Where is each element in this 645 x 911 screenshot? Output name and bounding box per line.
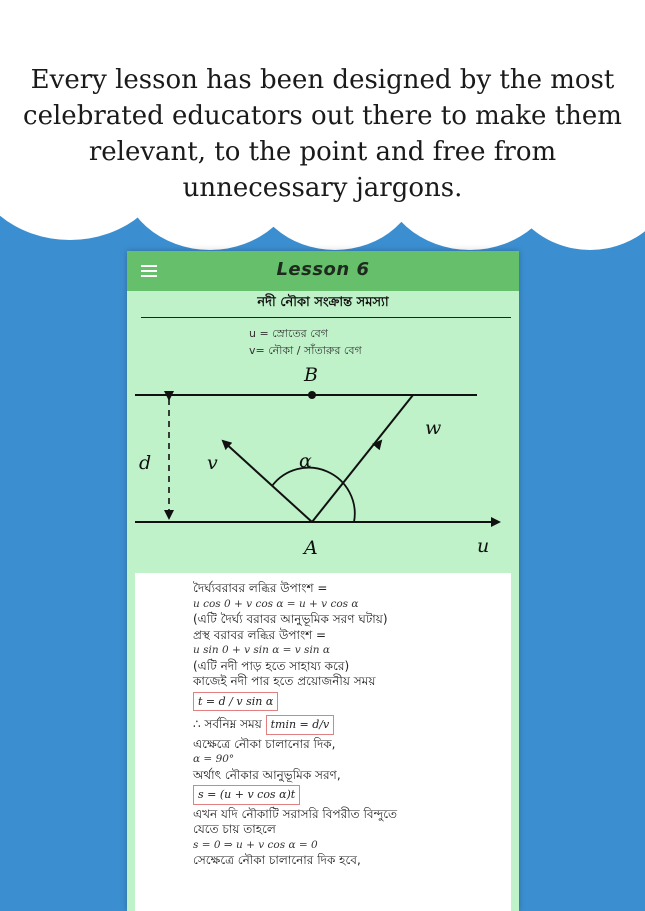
legend-u: u = স্রোতের বেগ [249, 327, 329, 340]
formula-displacement-box: s = (u + v cos α)t [193, 785, 300, 805]
label-a: A [304, 537, 318, 559]
topic-heading: নদী নৌকা সংক্রান্ত সমস্যা [257, 295, 389, 310]
text-line-3: প্রস্থ বরাবর লব্ধির উপাংশ = [193, 627, 327, 642]
math-line-2: u sin 0 + v sin α = v sin α [193, 644, 330, 656]
headline [0, 62, 645, 206]
headline-line-2: celebrated educators out there to make them [23, 101, 622, 131]
legend-v: v= নৌকা / সাঁতারুর বেগ [249, 344, 362, 357]
math-line-4: s = 0 ⇒ u + v cos α = 0 [193, 838, 318, 851]
label-v: v [207, 452, 218, 474]
text-line-10: যেতে চায় তাহলে [193, 822, 276, 836]
lesson-content [127, 573, 519, 911]
label-u: u [477, 535, 490, 557]
label-b: B [304, 364, 318, 386]
text-line-2: (এটি দৈর্ঘ্য বরাবর আনুভূমিক সরণ ঘটায়) [193, 612, 388, 626]
formula-min-time-box: tmin = d/v [266, 715, 335, 735]
headline-line-1: Every lesson has been designed by the most [30, 65, 615, 95]
text-line-7: এক্ষেত্রে নৌকা চালানোর দিক, [193, 736, 336, 751]
text-line-9: এখন যদি নৌকাটি সরাসরি বিপরীত বিন্দুতে [193, 806, 398, 821]
label-d: d [139, 452, 152, 474]
text-line-4: (এটি নদী পাড় হতে সাহায্য করে) [193, 658, 350, 673]
label-alpha: α [299, 450, 312, 472]
text-line-8: অর্থাৎ নৌকার আনুভূমিক সরণ, [193, 767, 341, 782]
lesson-text [193, 581, 513, 869]
label-w: w [425, 417, 442, 439]
diagram-panel [127, 291, 519, 573]
river-boat-diagram [127, 291, 519, 573]
phone-screen [127, 251, 519, 911]
resultant-w-line [312, 395, 413, 522]
point-b [308, 391, 316, 399]
text-line-5: কাজেই নদী পার হতে প্রয়োজনীয় সময় [193, 674, 376, 688]
angle-alpha-arc [272, 468, 355, 522]
math-line-1: u cos 0 + v cos α = u + v cos α [193, 597, 359, 610]
headline-line-3: relevant, to the point and free from [88, 137, 557, 167]
app-bar [127, 251, 519, 291]
math-line-3: α = 90° [193, 753, 235, 765]
formula-time-box: t = d / v sin α [193, 692, 278, 712]
text-line-6: ∴ সর্বনিম্ন সময় [193, 717, 262, 731]
headline-line-4: unnecessary jargons. [182, 173, 463, 203]
text-line-11: সেক্ষেত্রে নৌকা চালানোর দিক হবে, [193, 853, 361, 867]
text-line-1: দৈর্ঘ্যবরাবর লব্ধির উপাংশ = [193, 581, 328, 595]
lesson-title: Lesson 6 [276, 259, 370, 280]
